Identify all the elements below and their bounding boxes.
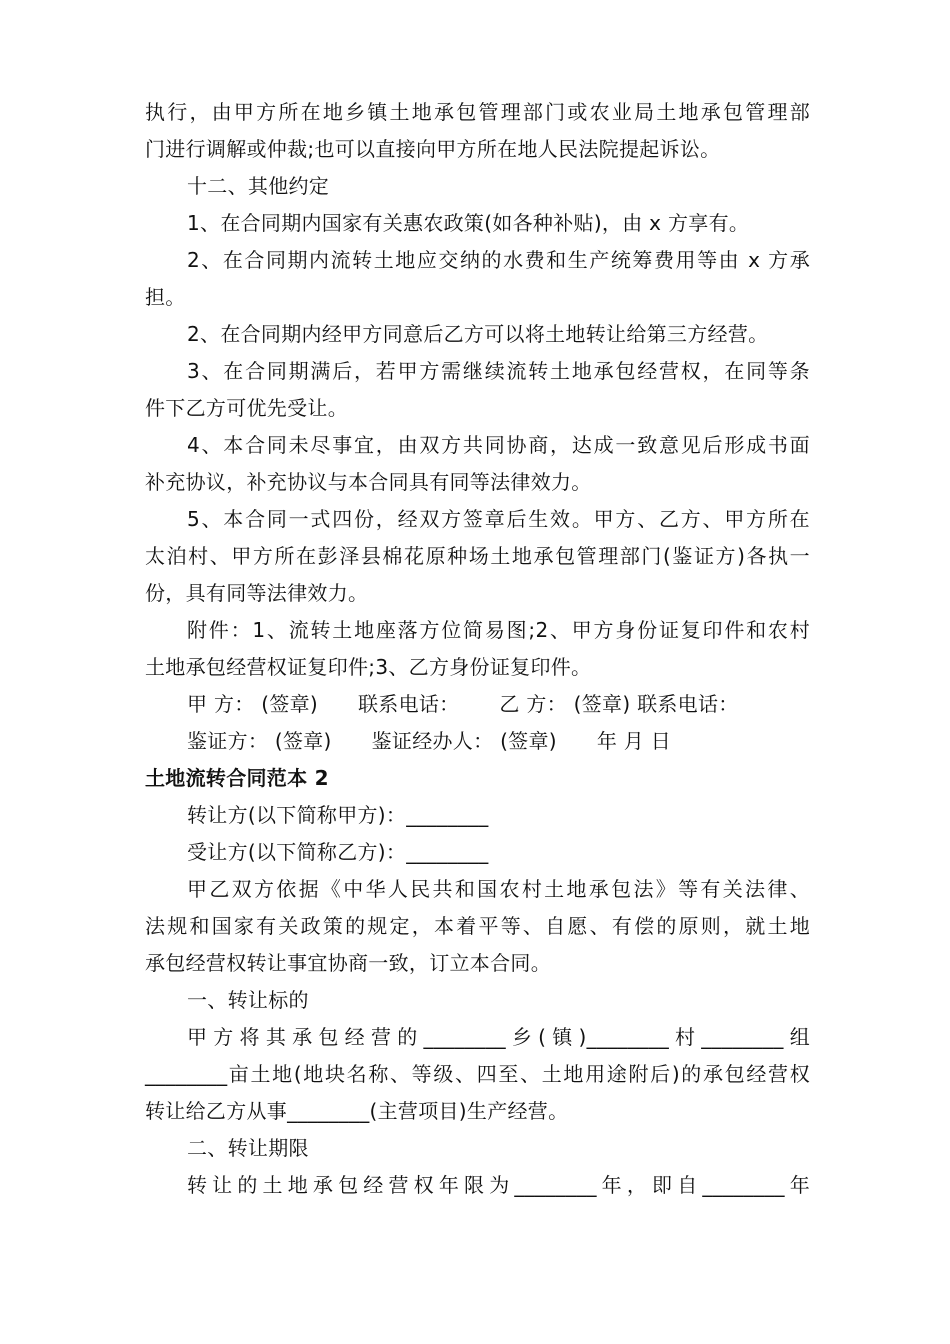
section-heading: 十二、其他约定 bbox=[187, 174, 330, 198]
text-line: 土地承包经营权证复印件;3、乙方身份证复印件。 bbox=[145, 655, 592, 679]
text-line: 太泊村、甲方所在彭泽县棉花原种场土地承包管理部门(鉴证方)各执一 bbox=[145, 544, 810, 568]
text-line: 5、本合同一式四份，经双方签章后生效。甲方、乙方、甲方所在 bbox=[187, 507, 810, 531]
section-heading: 二、转让期限 bbox=[187, 1136, 309, 1160]
document-title: 土地流转合同范本 2 bbox=[145, 766, 329, 790]
section-heading: 一、转让标的 bbox=[187, 988, 309, 1012]
text-line: 4、本合同未尽事宜，由双方共同协商，达成一致意见后形成书面 bbox=[187, 433, 810, 457]
text-line: 转让给乙方从事________(主营项目)生产经营。 bbox=[145, 1099, 569, 1123]
signature-line-parties: 甲 方： (签章) 联系电话： 乙 方： (签章) 联系电话： bbox=[187, 692, 739, 716]
text-line: 门进行调解或仲裁;也可以直接向甲方所在地人民法院提起诉讼。 bbox=[145, 137, 721, 161]
text-line: 法规和国家有关政策的规定，本着平等、自愿、有偿的原则，就土地 bbox=[145, 914, 810, 938]
text-line: 附件：1、流转土地座落方位简易图;2、甲方身份证复印件和农村 bbox=[187, 618, 810, 642]
signature-line-witness: 鉴证方： (签章) 鉴证经办人： (签章) 年 月 日 bbox=[187, 729, 672, 753]
text-line: ________亩土地(地块名称、等级、四至、土地用途附后)的承包经营权 bbox=[145, 1062, 810, 1086]
text-line: 担。 bbox=[145, 285, 186, 309]
text-line: 份，具有同等法律效力。 bbox=[145, 581, 369, 605]
text-line: 甲方将其承包经营的________乡(镇)________村________组 bbox=[187, 1025, 810, 1049]
text-line: 3、在合同期满后，若甲方需继续流转土地承包经营权，在同等条 bbox=[187, 359, 810, 383]
text-line: 转让的土地承包经营权年限为________年，即自________年 bbox=[187, 1173, 810, 1197]
text-line: 执行，由甲方所在地乡镇土地承包管理部门或农业局土地承包管理部 bbox=[145, 100, 810, 124]
transferee-line: 受让方(以下简称乙方)：________ bbox=[187, 840, 489, 864]
text-line: 件下乙方可优先受让。 bbox=[145, 396, 348, 420]
text-line: 2、在合同期内经甲方同意后乙方可以将土地转让给第三方经营。 bbox=[187, 322, 769, 346]
transferor-line: 转让方(以下简称甲方)：________ bbox=[187, 803, 489, 827]
text-line: 承包经营权转让事宜协商一致，订立本合同。 bbox=[145, 951, 551, 975]
text-line: 1、在合同期内国家有关惠农政策(如各种补贴)，由 x 方享有。 bbox=[187, 211, 750, 235]
text-line: 甲乙双方依据《中华人民共和国农村土地承包法》等有关法律、 bbox=[187, 877, 810, 901]
text-line: 2、在合同期内流转土地应交纳的水费和生产统筹费用等由 x 方承 bbox=[187, 248, 810, 272]
text-line: 补充协议，补充协议与本合同具有同等法律效力。 bbox=[145, 470, 592, 494]
